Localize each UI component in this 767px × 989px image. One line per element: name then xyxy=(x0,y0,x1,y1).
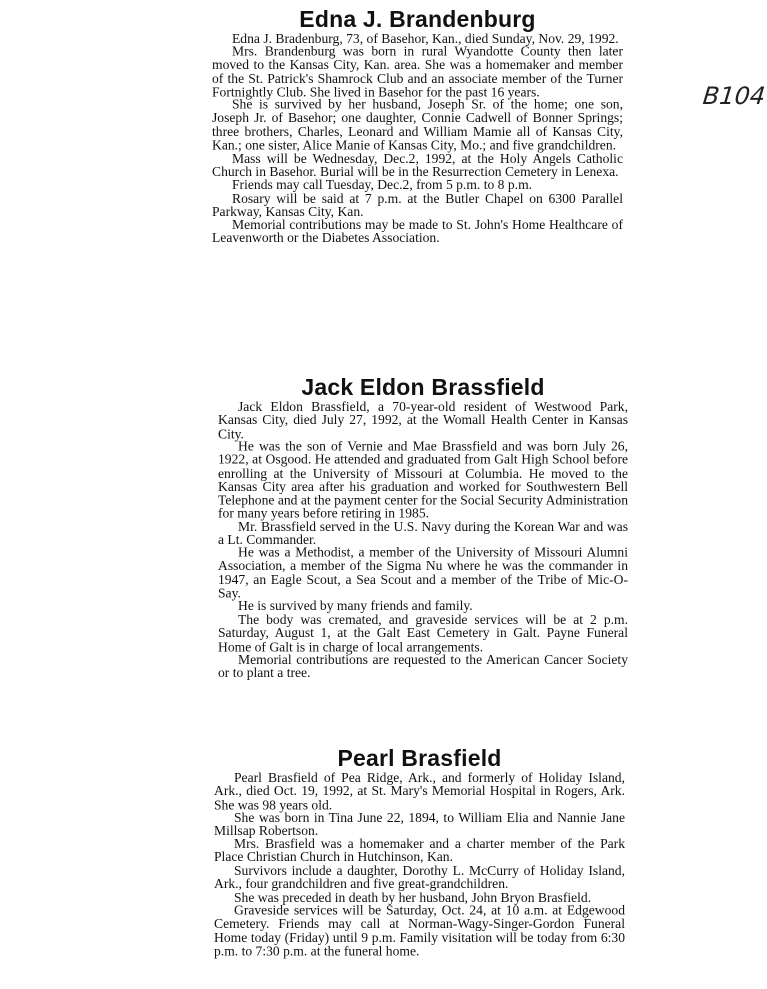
paragraph: She is survived by her husband, Joseph Sr. of the home; one son, Joseph Jr. of Basehor; one daughter, Connie Cadwell of Bonner Springs; three brothers, Charles, Leonard and William Mamie all of Kansas City, Kan.; one sister, Alice Manie of Kansas City, Mo.; and five grandchildren. xyxy=(212,96,623,153)
paragraph: Mrs. Brandenburg was born in rural Wyandotte County then later moved to the Kansas City, Kan. area. She was a homemaker and member of the St. Patrick's Shamrock Club and an associate member of the Turner Fortnightly Club. She lived in Basehor for the past 16 years. xyxy=(212,43,623,100)
handwritten-annotation: B104 xyxy=(701,82,767,110)
obituary-pearl-brasfield xyxy=(214,745,625,957)
paragraph: She was born in Tina June 22, 1894, to William Elia and Nannie Jane Millsap Robertson. xyxy=(214,809,625,839)
paragraph: She was preceded in death by her husband, John Bryon Brasfield. xyxy=(234,889,592,905)
paragraph: He was a Methodist, a member of the University of Missouri Alumni Association, a member of the Sigma Nu where he was the commander in 1947, an Eagle Scout, a Sea Scout and a member of the Tribe of Mic-O-Say. xyxy=(218,544,628,601)
obituary-edna-brandenburg xyxy=(212,6,623,245)
paragraph: Edna J. Bradenburg, 73, of Basehor, Kan., died Sunday, Nov. 29, 1992. xyxy=(232,30,619,47)
paragraph: Friends may call Tuesday, Dec.2, from 5 p.m. to 8 p.m. xyxy=(232,177,533,193)
paragraph: Pearl Brasfield of Pea Ridge, Ark., and formerly of Holiday Island, Ark., died Oct. 19, 1992, at St. Mary's Memorial Hospital in Rogers, Ark. She was 98 years old. xyxy=(214,769,625,813)
paragraph: Rosary will be said at 7 p.m. at the Butler Chapel on 6300 Parallel Parkway, Kansas City, Kan. xyxy=(212,190,623,220)
paragraph: Mass will be Wednesday, Dec.2, 1992, at the Holy Angels Catholic Church in Basehor. Burial will be in the Resurrection Cemetery in Lenexa. xyxy=(212,150,623,180)
paragraph: Mrs. Brasfield was a homemaker and a charter member of the Park Place Christian Church in Hutchinson, Kan. xyxy=(214,836,625,866)
paragraph: He was the son of Vernie and Mae Brassfield and was born July 26, 1922, at Osgood. He attended and graduated from Galt High School before enrolling at the University of Missouri at Columbia. He moved to the Kansas City area after his graduation and worked for Southwestern Bell Telephone and at the payment center for the Social Security Administration for many years before retiring in 1985. xyxy=(218,438,628,522)
obituary-title: Edna J. Brandenburg xyxy=(299,6,536,32)
paragraph: Memorial contributions may be made to St. John's Home Healthcare of Leavenworth or the Diabetes Association. xyxy=(212,216,623,246)
paragraph: Memorial contributions are requested to the American Cancer Society or to plant a tree. xyxy=(218,651,628,681)
obituary-title: Jack Eldon Brassfield xyxy=(301,374,545,400)
paragraph: Graveside services will be Saturday, Oct. 24, at 10 a.m. at Edgewood Cemetery. Friends may call at Norman-Wagy-Singer-Gordon Funeral Home today (Friday) until 9 p.m. Family visitation will be today from 6:30 p.m. to 7:30 p.m. at the funeral home. xyxy=(214,902,625,959)
paragraph: Jack Eldon Brassfield, a 70-year-old resident of Westwood Park, Kansas City, died July 27, 1992, at the Womall Health Center in Kansas City. xyxy=(218,398,628,442)
paragraph: He is survived by many friends and family. xyxy=(238,598,473,614)
obituary-title: Pearl Brasfield xyxy=(337,745,502,771)
obituary-jack-brassfield xyxy=(218,374,628,679)
paragraph: The body was cremated, and graveside services will be at 2 p.m. Saturday, August 1, at the Galt East Cemetery in Galt. Payne Funeral Home of Galt is in charge of local arrangements. xyxy=(218,611,628,654)
paragraph: Mr. Brassfield served in the U.S. Navy during the Korean War and was a Lt. Commander. xyxy=(218,518,628,548)
paragraph: Survivors include a daughter, Dorothy L. McCurry of Holiday Island, Ark., four grandchildren and five great-grandchildren. xyxy=(214,862,625,892)
